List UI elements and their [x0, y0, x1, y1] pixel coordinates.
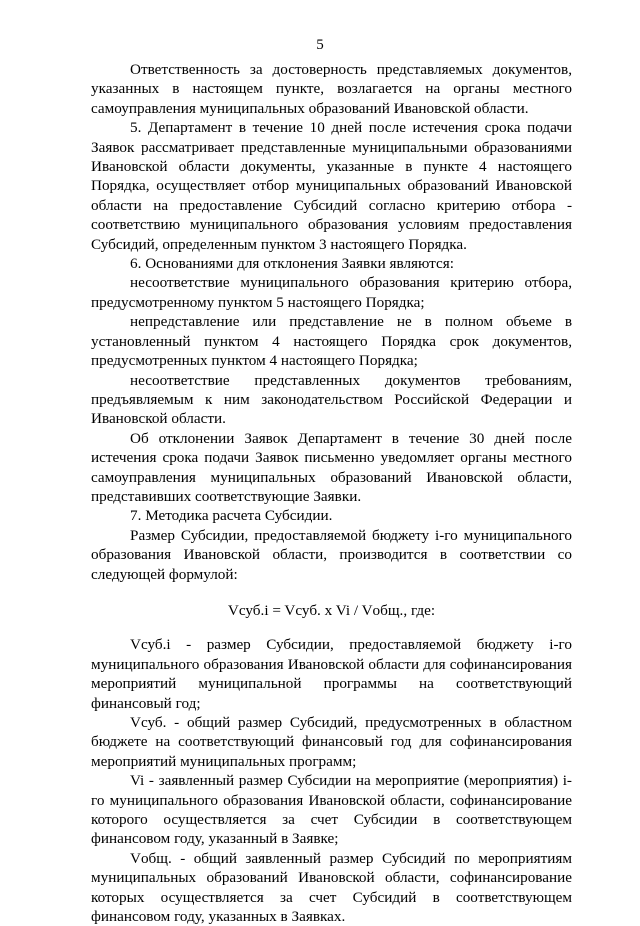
definition-item: Vобщ. - общий заявленный размер Субсидий по мероприятиям муниципальных образований Ивановской области, софинансирование которых осуществляется за счет Субсидий в соответствующем финансовом году, указанных в Заявках.	[91, 849, 572, 926]
list-item: непредставление или представление не в полном объеме в установленный пунктом 4 настоящего Порядка срок документов, предусмотренных пунктом 4 настоящего Порядка;	[91, 313, 572, 370]
paragraph: Размер Субсидии, предоставляемой бюджету i-го муниципального образования Ивановской области, производится в соответствии со следующей формулой:	[91, 526, 572, 583]
paragraph: 6. Основаниями для отклонения Заявки являются:	[130, 255, 454, 273]
definition-item: Vсуб. - общий размер Субсидий, предусмотренных в областном бюджете на соответствующий финансовый год для софинансирования мероприятий муниципальных программ;	[91, 714, 572, 770]
formula: Vсуб.i = Vсуб. x Vi / Vобщ., где:	[227, 601, 436, 619]
page-number: 5	[316, 37, 324, 53]
paragraph: 5. Департамент в течение 10 дней после истечения срока подачи Заявок рассматривает представленные муниципальными образованиями Ивановской области документы, указанные в пункте 4 настоящего Порядка, осуществляет отбор муниципальных образований Ивановской области на предоставление Субсидий согласно критерию отбора - соответствию муниципального образования условиям предоставления Субсидий, определенным пунктом 3 настоящего Порядка.	[91, 119, 572, 253]
list-item: несоответствие представленных документов требованиям, предъявляемым к ним законодательством Российской Федерации и Ивановской области.	[91, 371, 572, 428]
paragraph: Об отклонении Заявок Департамент в течение 30 дней после истечения срока подачи Заявок письменно уведомляет органы местного самоуправления муниципальных образований Ивановской области, представивших соответствующие Заявки.	[91, 429, 572, 505]
section-heading: 7. Методика расчета Субсидии.	[130, 507, 333, 525]
list-item: несоответствие муниципального образования критерию отбора, предусмотренному пунктом 5 настоящего Порядка;	[91, 274, 572, 311]
definition-item: Vсуб.i - размер Субсидии, предоставляемой бюджету i-го муниципального образования Ивановской области для софинансирования мероприятий муниципальной программы на соответствующий финансовый год;	[91, 636, 572, 712]
document-body	[91, 60, 572, 926]
paragraph: Ответственность за достоверность представляемых документов, указанных в настоящем пункте, возлагается на органы местного самоуправления муниципальных образований Ивановской области.	[91, 61, 572, 117]
definition-item: Vi - заявленный размер Субсидии на мероприятие (мероприятия) i-го муниципального образования Ивановской области, софинансирование которого осуществляется за счет Субсидии в соответствующем финансовом году, указанный в Заявке;	[91, 772, 572, 848]
